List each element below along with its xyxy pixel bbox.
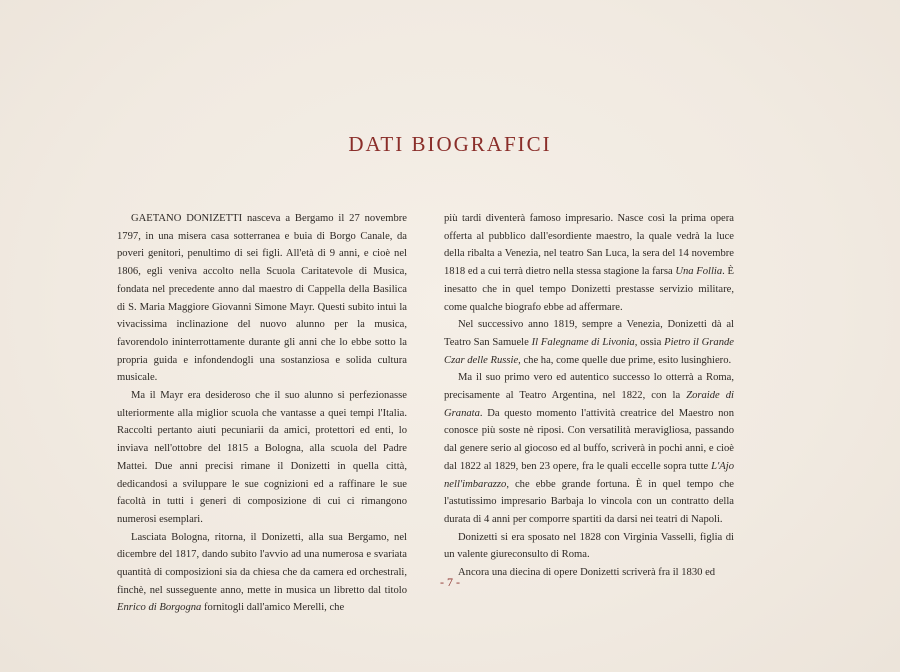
paragraph-text: più tardi diventerà famoso impresario. Nasce così la prima opera offerta al pubblico dall'esordiente maestro, la quale vedrà la luce della ribalta a Venezia, nel teatro San Luca, la sera del 14 novembre 1818 ed a cui terrà dietro nella stessa stagione la farsa bbox=[444, 213, 734, 278]
paragraph bbox=[117, 529, 407, 618]
paragraph-text: Ma il suo primo vero ed autentico successo lo otterrà a Roma, precisamente al Teatro Argentina, nel 1822, con la bbox=[444, 372, 734, 402]
italic-title-text: Enrico di Borgogna bbox=[117, 602, 202, 614]
paragraph bbox=[444, 529, 734, 564]
paragraph bbox=[444, 316, 734, 369]
paragraph-text: Ancora una diecina di opere Donizetti scriverà fra il 1830 ed bbox=[458, 567, 716, 579]
paragraph-text: , che ha, come quelle due prime, esito lusinghiero. bbox=[518, 354, 732, 366]
right-text-column bbox=[444, 210, 734, 582]
page-title: DATI BIOGRAFICI bbox=[348, 132, 552, 156]
italic-title-text: Una Follia bbox=[675, 266, 723, 278]
paragraph-text: . È inesatto che in quel tempo Donizetti prestasse servizio militare, come qualche biografo ebbe ad affermare. bbox=[444, 266, 734, 313]
paragraph-text: . Da questo momento l'attività creatrice del Maestro non conosce più soste nè riposi. Con versatilità meravigliosa, passando dal genere serio al giocoso ed al buffo, scriverà in pochi anni, e cioè dal 1822 al 1829, ben 23 opere, fra le quali eccelle sopra tutte bbox=[444, 407, 734, 472]
italic-title-text: Zoraide di Granata bbox=[444, 390, 734, 419]
paragraph-text: Donizetti si era sposato nel 1828 con Virginia Vasselli, figlia di un valente giureconsulto di Roma. bbox=[444, 531, 734, 561]
paragraph bbox=[444, 210, 734, 316]
italic-title-text: Il Falegname di Livonia bbox=[531, 336, 635, 348]
paragraph bbox=[117, 387, 407, 529]
paragraph-text: fornitogli dall'amico Merelli, che bbox=[201, 602, 345, 614]
italic-title-text: L'Ajo nell'imbarazzo bbox=[444, 460, 734, 490]
paragraph-text: , che ebbe grande fortuna. È in quel tempo che l'astutissimo impresario Barbaja lo vincola con un contratto della durata di 4 anni per comporre spartiti da darsi nei teatri di Napoli. bbox=[444, 478, 734, 525]
left-text-column bbox=[117, 210, 407, 617]
page-number: - 7 - bbox=[440, 575, 460, 589]
paragraph bbox=[117, 210, 407, 387]
paragraph-text: Lasciata Bologna, ritorna, il Donizetti, alla sua Bergamo, nel dicembre del 1817, dando subito l'avvio ad una numerosa e svariata quantità di composizioni sia da chiesa che da camera ed orchestrali, finchè, nel susseguente anno, mette in musica un libretto dal titolo bbox=[117, 531, 407, 596]
paragraph-text: Nel successivo anno 1819, sempre a Venezia, Donizetti dà al Teatro San Samuele bbox=[444, 319, 734, 348]
paragraph-text: Ma il Mayr era desideroso che il suo alunno si perfezionasse ulteriormente alla miglior scuola che vantasse a quei tempi l'Italia. Raccolti pertanto aiuti pecuniarii da amici, protettori ed enti, lo inviava nell'ottobre del 1815 a Bologna, alla scuola del Padre Mattei. Due anni precisi rimane il Donizetti in quella città, dedicandosi a sviluppare le sue cognizioni ed a raffinare le sue facoltà in tutti i generi di composizione di cui ci rimangono numerosi esemplari. bbox=[117, 390, 407, 525]
paragraph-text: , ossia bbox=[634, 336, 665, 348]
italic-title-text: Pietro il Grande Czar delle Russie bbox=[444, 336, 735, 366]
paragraph bbox=[444, 369, 734, 528]
paragraph-text: GAETANO DONIZETTI nasceva a Bergamo il 27 novembre 1797, in una misera casa sotterranea e buia di Borgo Canale, da poveri genitori, penultimo di sei figli. All'età di 9 anni, e cioè nel 1806, egli veniva accolto nella Scuola Caritatevole di Musica, fondata nel precedente anno dal maestro di Cappella della Basilica di S. Maria Maggiore Giovanni Simone Mayr. Questi subito intuì la vivacissima inclinazione del nuovo alunno per la musica, favorendolo ininterrottamente durante gli anni che lo ebbe sotto la propria guida e infondendogli una sostanziosa e solida cultura musicale. bbox=[117, 213, 407, 384]
